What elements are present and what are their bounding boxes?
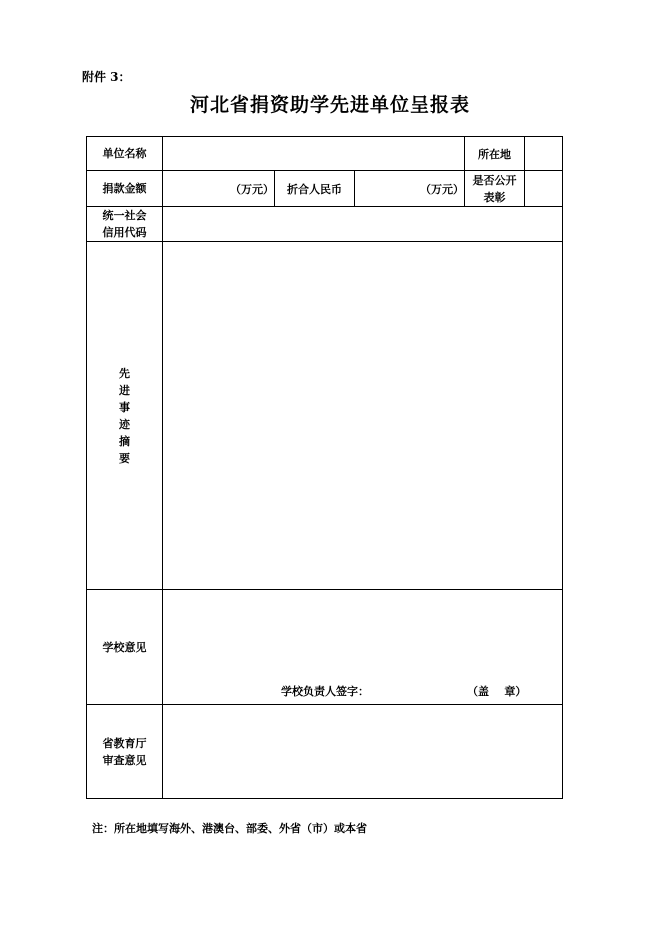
deeds-label-text: 先进事迹摘要 [119, 366, 130, 465]
unit-name-field[interactable] [163, 137, 465, 171]
row-deeds [87, 242, 563, 590]
unit-name-label: 单位名称 [87, 137, 163, 171]
public-commend-field[interactable] [525, 171, 563, 207]
donation-amount-label: 捐款金额 [87, 171, 163, 207]
attachment-label: 附件 3： [82, 70, 131, 84]
report-form-table [86, 136, 563, 799]
education-dept-label [87, 705, 163, 799]
row-school-opinion [87, 590, 563, 705]
deeds-field[interactable] [163, 242, 563, 590]
location-label: 所在地 [465, 137, 525, 171]
location-field[interactable] [525, 137, 563, 171]
seal-label: （盖 章） [467, 685, 527, 698]
public-commend-label [465, 171, 525, 207]
school-opinion-label: 学校意见 [87, 590, 163, 705]
form-title: 河北省捐资助学先进单位呈报表 [189, 94, 470, 116]
rmb-equivalent-field[interactable] [355, 171, 465, 207]
unit-wan-yuan: （万元） [230, 182, 274, 196]
credit-code-label [87, 207, 163, 242]
principal-signature-label: 学校负责人签字： [281, 685, 369, 698]
row-education-dept [87, 705, 563, 799]
row-donation [87, 171, 563, 207]
school-opinion-field[interactable] [163, 590, 563, 705]
credit-code-field[interactable] [163, 207, 563, 242]
donation-amount-field[interactable] [163, 171, 275, 207]
deeds-label [87, 242, 163, 590]
unit-wan-yuan: （万元） [420, 182, 465, 196]
education-dept-text: 省教育厅审查意见 [102, 736, 147, 767]
credit-code-text: 统一社会信用代码 [102, 209, 147, 239]
rmb-equivalent-label: 折合人民币 [275, 171, 355, 207]
row-unit-name [87, 137, 563, 171]
public-commend-text: 是否公开表彰 [472, 173, 517, 204]
education-dept-field[interactable] [163, 705, 563, 799]
footer-note: 注：所在地填写海外、港澳台、部委、外省（市）或本省 [92, 822, 367, 835]
row-credit-code [87, 207, 563, 242]
